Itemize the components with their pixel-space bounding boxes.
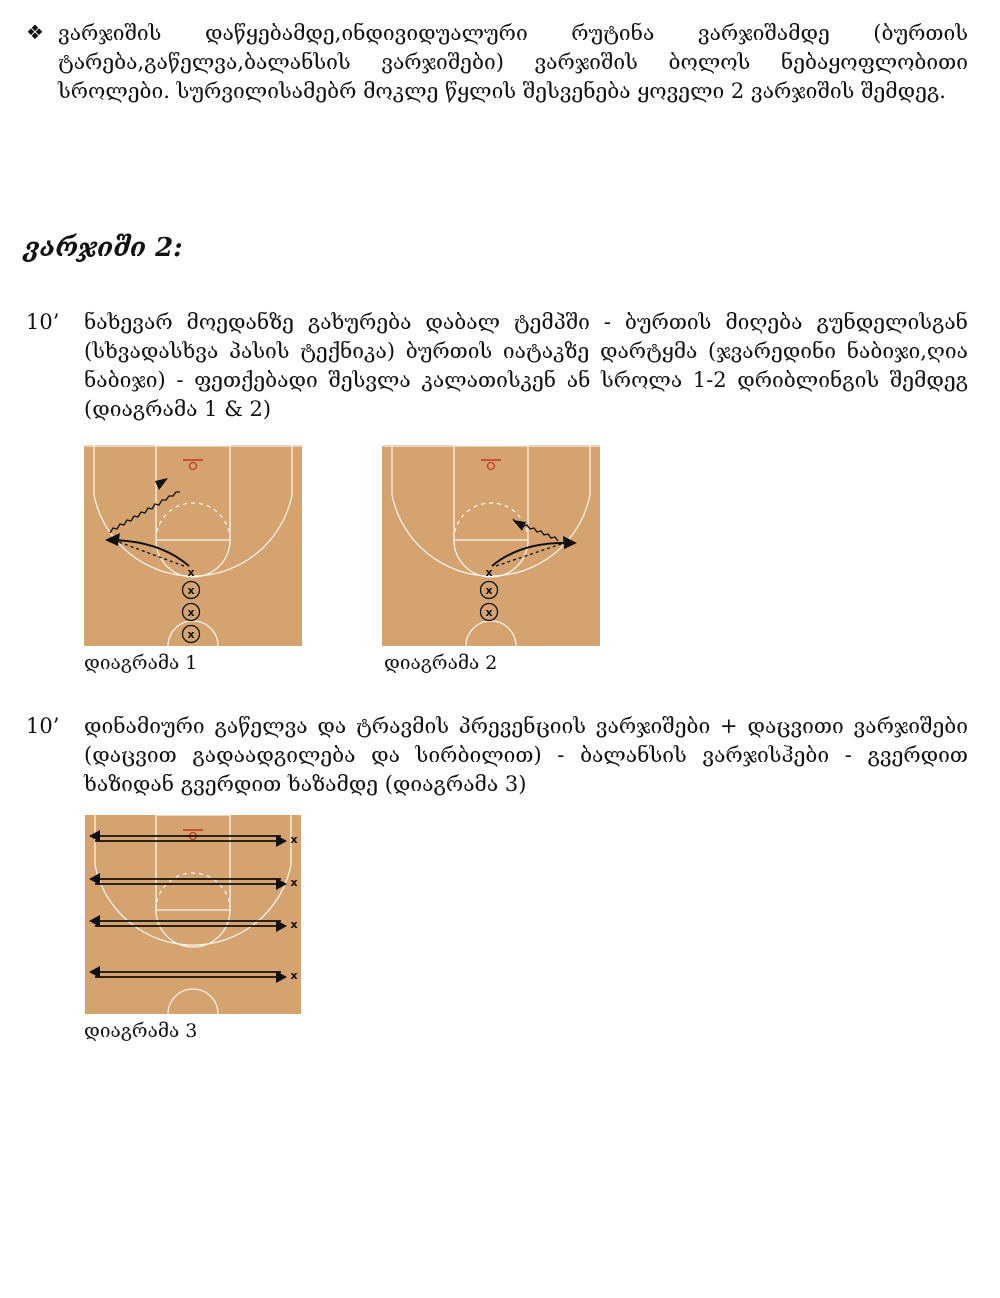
row-mark: x	[290, 918, 298, 931]
queue-mark: x	[187, 584, 195, 597]
queue-mark: x	[187, 606, 195, 619]
queue-mark: x	[485, 584, 493, 597]
block-2-duration: 10’	[26, 714, 60, 738]
intro-paragraph: ვარჯიშის დაწყებამდე,ინდივიდუალური რუტინა ვარჯიშამდე (ბურთის ტარება,გაწელვა,ბალანსის ვარჯიშები) ვარჯიშის ბოლოს ნებაყოფლობითი სროლები. სურვილისამებრ მოკლე წყლის შესვენება ყოველი 2 ვარჯიშის შემდეგ.	[58, 21, 968, 103]
diagram-3-court	[85, 815, 301, 1014]
four-diamond-bullet-icon: ❖	[26, 20, 44, 44]
row-mark: x	[290, 833, 298, 846]
section-title: ვარჯიში 2:	[24, 233, 183, 263]
player-mark: x	[485, 566, 493, 579]
diagram-3-caption: დიაგრამა 3	[84, 1020, 198, 1042]
court-floor	[85, 815, 301, 1014]
queue-mark: x	[187, 628, 195, 641]
diagram-2-caption: დიაგრამა 2	[384, 652, 498, 674]
block-1-duration: 10’	[26, 310, 60, 334]
diagram-1-caption: დიაგრამა 1	[84, 652, 198, 674]
diagram-1-court	[84, 445, 302, 646]
row-mark: x	[290, 969, 298, 982]
player-mark: x	[187, 566, 195, 579]
diagram-2-court	[382, 445, 600, 646]
block-2-description: დინამიური გაწელვა და ტრავმის პრევენციის ვარჯიშები + დაცვითი ვარჯიშები (დაცვით გადაადგილება და სირბილით) - ბალანსის ვარჯისჰები - გვერდით ხაზიდან გვერდით ხაზამდე (დიაგრამა 3)	[84, 714, 968, 796]
block-1-description: ნახევარ მოედანზე გახურება დაბალ ტემპში - ბურთის მიღება გუნდელისგან (სხვადასხვა პასის ტექნიკა) ბურთის იატაკზე დარტყმა (ჯვარედინი ნაბიჯი,ღია ნაბიჯი) - ფეთქებადი შესვლა კალათისკენ ან სროლა 1-2 დრიბლინგის შემდეგ (დიაგრამა 1 & 2)	[84, 310, 968, 421]
row-mark: x	[290, 876, 298, 889]
queue-mark: x	[485, 606, 493, 619]
